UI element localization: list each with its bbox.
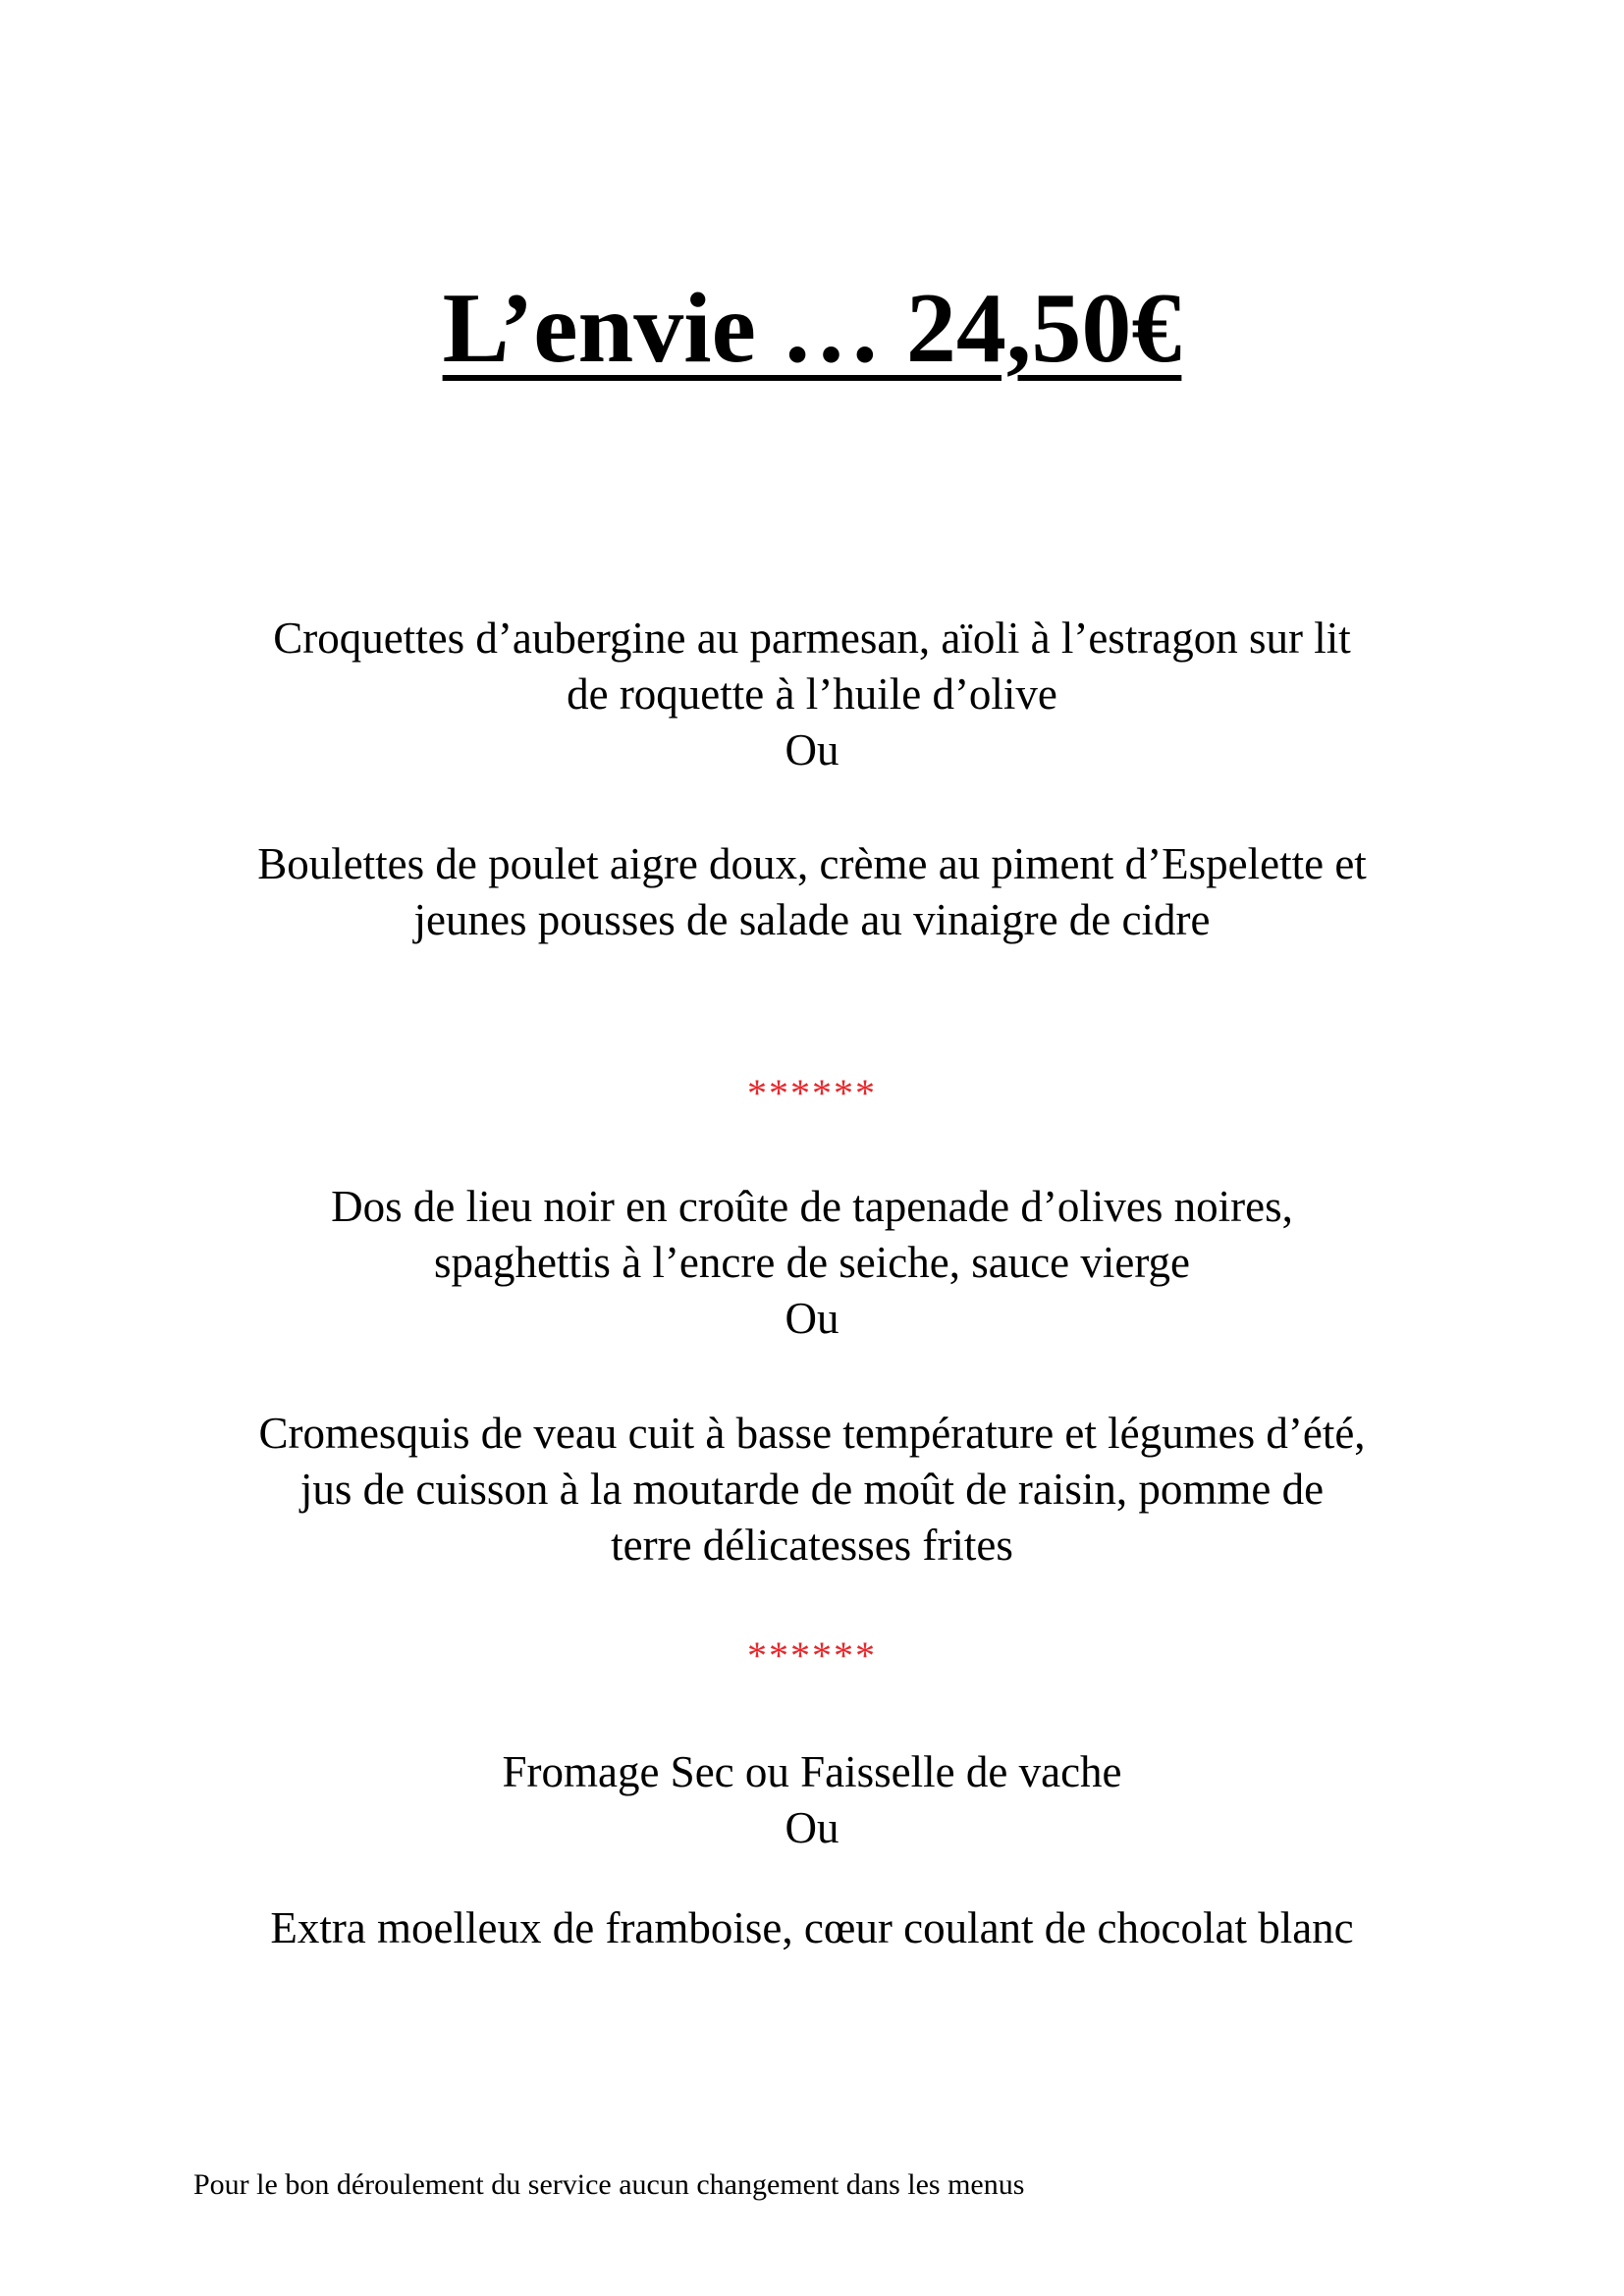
mains-section [177,1179,1447,1347]
main-option-1-line-1: Dos de lieu noir en croûte de tapenade d’olives noires, [331,1182,1293,1231]
course-separator-1: ****** [747,1071,877,1115]
starter-option-1-line-1: Croquettes d’aubergine au parmesan, aïoli à l’estragon sur lit [273,614,1351,663]
starter-option-2-line-1: Boulettes de poulet aigre doux, crème au piment d’Espelette et [257,839,1367,888]
desserts-section [177,1744,1447,1856]
starters-option-2 [177,836,1447,948]
mains-option-2 [177,1406,1447,1574]
dessert-or: Ou [785,1803,839,1852]
course-separator-2: ****** [747,1633,877,1678]
starter-option-1-line-2: de roquette à l’huile d’olive [567,669,1057,719]
main-option-2-line-1: Cromesquis de veau cuit à basse température et légumes d’été, [258,1409,1366,1458]
starters-section [177,611,1447,778]
footer-note: Pour le bon déroulement du service aucun changement dans les menus [193,2168,1025,2201]
main-option-1-line-2: spaghettis à l’encre de seiche, sauce vierge [433,1238,1191,1287]
starter-or: Ou [785,725,839,774]
main-option-2-line-2: jus de cuisson à la moutarde de moût de raisin, pomme de [299,1465,1325,1514]
main-option-2-line-3: terre délicatesses frites [611,1521,1013,1570]
dessert-option-2: Extra moelleux de framboise, cœur coulant de chocolat blanc [270,1903,1354,1952]
menu-title: L’envie … 24,50€ [442,273,1182,384]
starter-option-2-line-2: jeunes pousses de salade au vinaigre de cidre [413,895,1211,944]
dessert-option-1: Fromage Sec ou Faisselle de vache [502,1747,1122,1796]
main-or: Ou [785,1294,839,1343]
desserts-option-2 [177,1900,1447,1956]
